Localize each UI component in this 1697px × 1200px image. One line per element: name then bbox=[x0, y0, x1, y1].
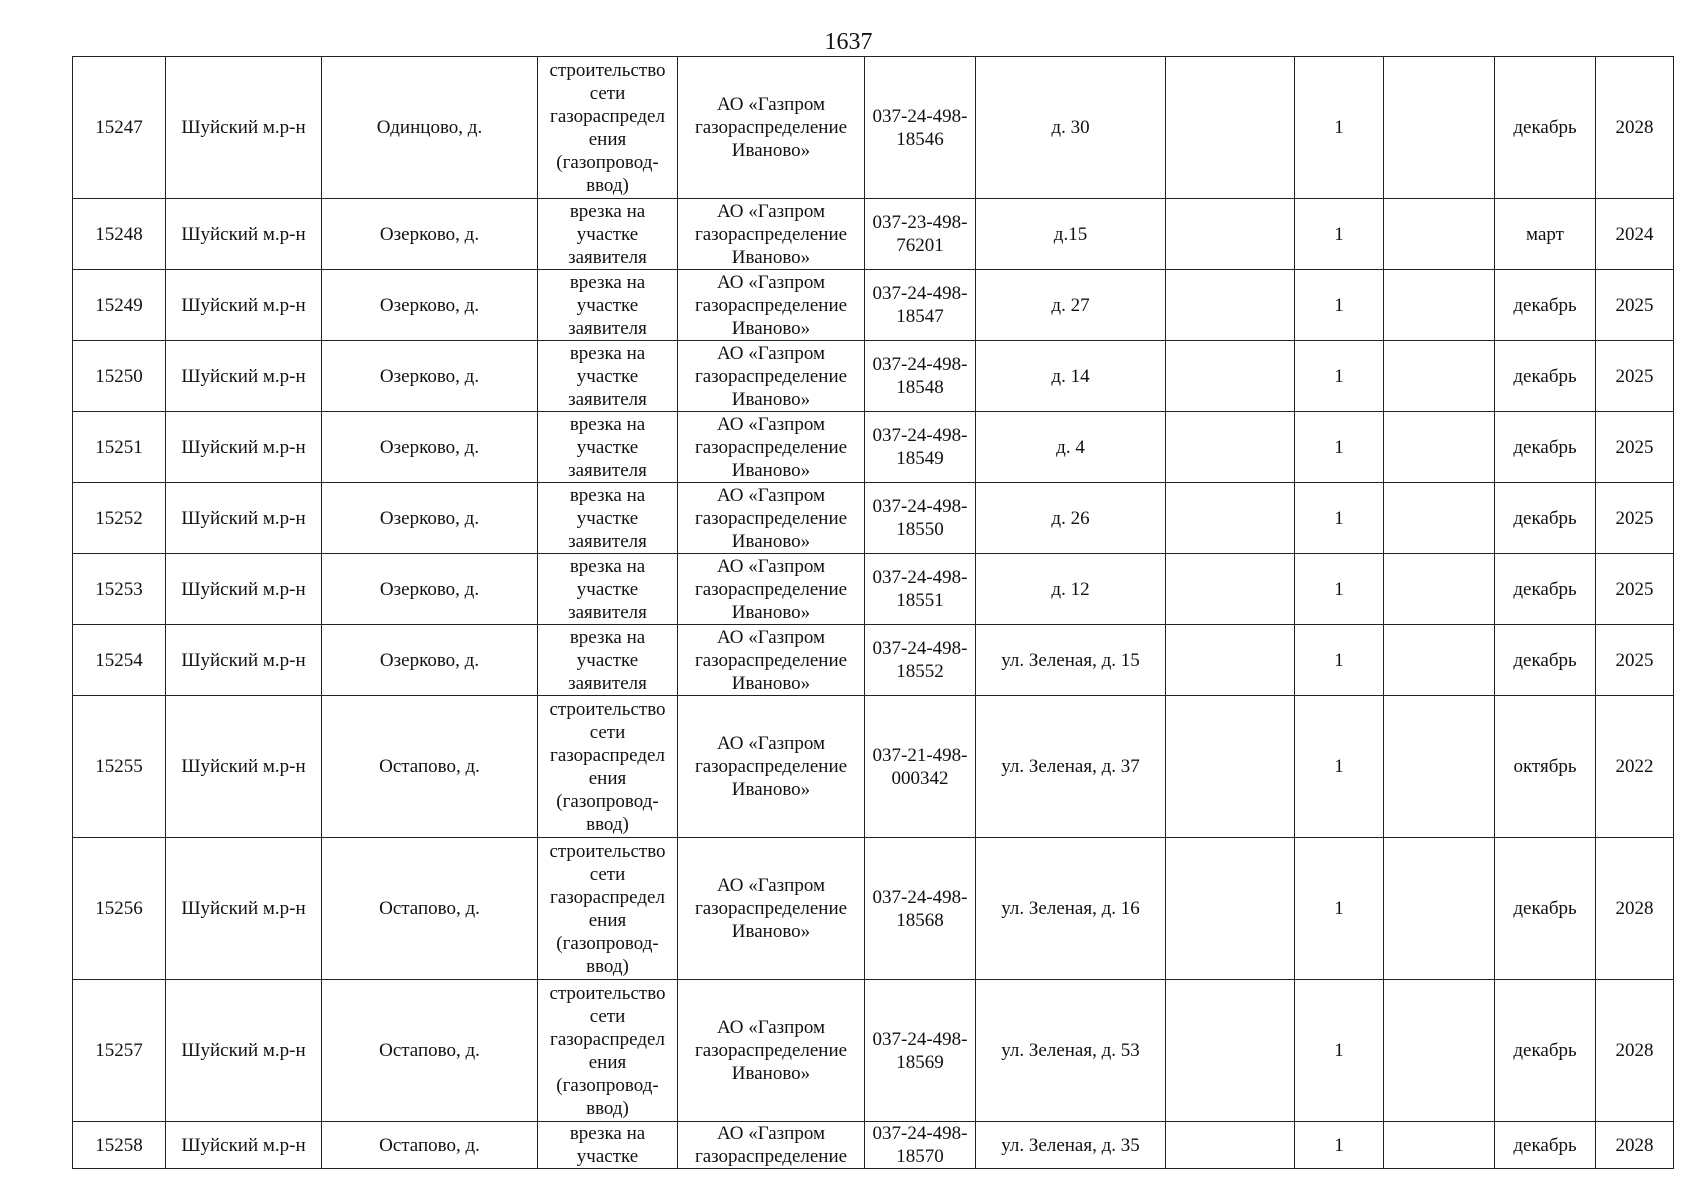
locality-cell: Озерково, д. bbox=[322, 554, 538, 625]
request-number-cell: 037-24-498-18568 bbox=[865, 838, 976, 980]
table-row bbox=[73, 412, 1674, 483]
address-cell: д. 26 bbox=[976, 483, 1166, 554]
organization-cell: АО «Газпром газораспределение Иваново» bbox=[678, 199, 865, 270]
request-number-cell: 037-24-498-18546 bbox=[865, 57, 976, 199]
organization-cell: АО «Газпром газораспределение Иваново» bbox=[678, 270, 865, 341]
row-id: 15247 bbox=[73, 57, 166, 199]
organization-cell: АО «Газпром газораспределение Иваново» bbox=[678, 341, 865, 412]
year-cell: 2028 bbox=[1596, 57, 1674, 199]
month-cell: декабрь bbox=[1495, 57, 1596, 199]
district-cell: Шуйский м.р-н bbox=[166, 199, 322, 270]
organization-cell: АО «Газпром газораспределение bbox=[678, 1122, 865, 1169]
row-id: 15253 bbox=[73, 554, 166, 625]
empty-cell bbox=[1166, 412, 1295, 483]
row-id: 15254 bbox=[73, 625, 166, 696]
year-cell: 2025 bbox=[1596, 341, 1674, 412]
row-id: 15250 bbox=[73, 341, 166, 412]
locality-cell: Озерково, д. bbox=[322, 199, 538, 270]
year-cell: 2025 bbox=[1596, 625, 1674, 696]
table-row bbox=[73, 199, 1674, 270]
district-cell: Шуйский м.р-н bbox=[166, 625, 322, 696]
row-id: 15258 bbox=[73, 1122, 166, 1169]
year-cell: 2028 bbox=[1596, 838, 1674, 980]
work-type-cell: врезка на участке заявителя bbox=[538, 483, 678, 554]
year-cell: 2024 bbox=[1596, 199, 1674, 270]
district-cell: Шуйский м.р-н bbox=[166, 412, 322, 483]
empty-cell bbox=[1166, 57, 1295, 199]
year-cell: 2028 bbox=[1596, 1122, 1674, 1169]
quantity-cell: 1 bbox=[1295, 199, 1384, 270]
year-cell: 2022 bbox=[1596, 696, 1674, 838]
locality-cell: Озерково, д. bbox=[322, 412, 538, 483]
empty-cell bbox=[1166, 838, 1295, 980]
row-id: 15251 bbox=[73, 412, 166, 483]
locality-cell: Остапово, д. bbox=[322, 838, 538, 980]
address-cell: ул. Зеленая, д. 16 bbox=[976, 838, 1166, 980]
work-type-cell: врезка на участке заявителя bbox=[538, 554, 678, 625]
empty-cell bbox=[1384, 483, 1495, 554]
table-row bbox=[73, 554, 1674, 625]
address-cell: ул. Зеленая, д. 15 bbox=[976, 625, 1166, 696]
empty-cell bbox=[1384, 57, 1495, 199]
organization-cell: АО «Газпром газораспределение Иваново» bbox=[678, 980, 865, 1122]
row-id: 15249 bbox=[73, 270, 166, 341]
district-cell: Шуйский м.р-н bbox=[166, 57, 322, 199]
district-cell: Шуйский м.р-н bbox=[166, 341, 322, 412]
row-id: 15252 bbox=[73, 483, 166, 554]
table-row bbox=[73, 341, 1674, 412]
district-cell: Шуйский м.р-н bbox=[166, 270, 322, 341]
request-number-cell: 037-24-498-18547 bbox=[865, 270, 976, 341]
month-cell: декабрь bbox=[1495, 412, 1596, 483]
month-cell: декабрь bbox=[1495, 554, 1596, 625]
table-row bbox=[73, 625, 1674, 696]
district-cell: Шуйский м.р-н bbox=[166, 554, 322, 625]
address-cell: ул. Зеленая, д. 53 bbox=[976, 980, 1166, 1122]
empty-cell bbox=[1384, 199, 1495, 270]
empty-cell bbox=[1166, 1122, 1295, 1169]
request-number-cell: 037-24-498-18550 bbox=[865, 483, 976, 554]
locality-cell: Остапово, д. bbox=[322, 980, 538, 1122]
row-id: 15255 bbox=[73, 696, 166, 838]
organization-cell: АО «Газпром газораспределение Иваново» bbox=[678, 412, 865, 483]
request-number-cell: 037-24-498-18551 bbox=[865, 554, 976, 625]
district-cell: Шуйский м.р-н bbox=[166, 980, 322, 1122]
table-row bbox=[73, 270, 1674, 341]
address-cell: д. 27 bbox=[976, 270, 1166, 341]
district-cell: Шуйский м.р-н bbox=[166, 838, 322, 980]
quantity-cell: 1 bbox=[1295, 1122, 1384, 1169]
table-row bbox=[73, 483, 1674, 554]
address-cell: д. 12 bbox=[976, 554, 1166, 625]
row-id: 15256 bbox=[73, 838, 166, 980]
quantity-cell: 1 bbox=[1295, 554, 1384, 625]
table-row bbox=[73, 57, 1674, 199]
table-row bbox=[73, 696, 1674, 838]
empty-cell bbox=[1384, 270, 1495, 341]
work-type-cell: строительство сети газораспределения (газопровод-ввод) bbox=[538, 980, 678, 1122]
empty-cell bbox=[1384, 1122, 1495, 1169]
organization-cell: АО «Газпром газораспределение Иваново» bbox=[678, 554, 865, 625]
table-row bbox=[73, 1122, 1674, 1169]
empty-cell bbox=[1384, 554, 1495, 625]
organization-cell: АО «Газпром газораспределение Иваново» bbox=[678, 696, 865, 838]
district-cell: Шуйский м.р-н bbox=[166, 483, 322, 554]
locality-cell: Озерково, д. bbox=[322, 270, 538, 341]
work-type-cell: строительство сети газораспределения (газопровод-ввод) bbox=[538, 696, 678, 838]
empty-cell bbox=[1384, 980, 1495, 1122]
organization-cell: АО «Газпром газораспределение Иваново» bbox=[678, 838, 865, 980]
empty-cell bbox=[1384, 625, 1495, 696]
month-cell: декабрь bbox=[1495, 625, 1596, 696]
quantity-cell: 1 bbox=[1295, 270, 1384, 341]
month-cell: октябрь bbox=[1495, 696, 1596, 838]
quantity-cell: 1 bbox=[1295, 483, 1384, 554]
empty-cell bbox=[1166, 199, 1295, 270]
page-number: 1637 bbox=[824, 29, 873, 55]
locality-cell: Озерково, д. bbox=[322, 483, 538, 554]
address-cell: ул. Зеленая, д. 35 bbox=[976, 1122, 1166, 1169]
empty-cell bbox=[1384, 412, 1495, 483]
month-cell: декабрь bbox=[1495, 838, 1596, 980]
address-cell: ул. Зеленая, д. 37 bbox=[976, 696, 1166, 838]
empty-cell bbox=[1166, 270, 1295, 341]
gas-connection-register-table bbox=[72, 56, 1674, 1169]
organization-cell: АО «Газпром газораспределение Иваново» bbox=[678, 625, 865, 696]
empty-cell bbox=[1166, 341, 1295, 412]
work-type-cell: врезка на участке заявителя bbox=[538, 199, 678, 270]
empty-cell bbox=[1384, 838, 1495, 980]
empty-cell bbox=[1166, 483, 1295, 554]
year-cell: 2025 bbox=[1596, 270, 1674, 341]
empty-cell bbox=[1166, 554, 1295, 625]
table-row bbox=[73, 980, 1674, 1122]
empty-cell bbox=[1166, 696, 1295, 838]
address-cell: д.15 bbox=[976, 199, 1166, 270]
quantity-cell: 1 bbox=[1295, 341, 1384, 412]
locality-cell: Остапово, д. bbox=[322, 696, 538, 838]
month-cell: декабрь bbox=[1495, 980, 1596, 1122]
request-number-cell: 037-23-498-76201 bbox=[865, 199, 976, 270]
organization-cell: АО «Газпром газораспределение Иваново» bbox=[678, 57, 865, 199]
year-cell: 2028 bbox=[1596, 980, 1674, 1122]
locality-cell: Остапово, д. bbox=[322, 1122, 538, 1169]
locality-cell: Озерково, д. bbox=[322, 625, 538, 696]
row-id: 15248 bbox=[73, 199, 166, 270]
row-id: 15257 bbox=[73, 980, 166, 1122]
month-cell: декабрь bbox=[1495, 341, 1596, 412]
district-cell: Шуйский м.р-н bbox=[166, 1122, 322, 1169]
request-number-cell: 037-24-498-18570 bbox=[865, 1122, 976, 1169]
address-cell: д. 4 bbox=[976, 412, 1166, 483]
address-cell: д. 14 bbox=[976, 341, 1166, 412]
year-cell: 2025 bbox=[1596, 554, 1674, 625]
quantity-cell: 1 bbox=[1295, 838, 1384, 980]
table-row bbox=[73, 838, 1674, 980]
year-cell: 2025 bbox=[1596, 483, 1674, 554]
work-type-cell: врезка на участке заявителя bbox=[538, 412, 678, 483]
empty-cell bbox=[1166, 625, 1295, 696]
locality-cell: Озерково, д. bbox=[322, 341, 538, 412]
quantity-cell: 1 bbox=[1295, 980, 1384, 1122]
request-number-cell: 037-24-498-18552 bbox=[865, 625, 976, 696]
month-cell: декабрь bbox=[1495, 270, 1596, 341]
work-type-cell: врезка на участке заявителя bbox=[538, 270, 678, 341]
request-number-cell: 037-24-498-18548 bbox=[865, 341, 976, 412]
month-cell: март bbox=[1495, 199, 1596, 270]
quantity-cell: 1 bbox=[1295, 625, 1384, 696]
quantity-cell: 1 bbox=[1295, 57, 1384, 199]
request-number-cell: 037-24-498-18569 bbox=[865, 980, 976, 1122]
organization-cell: АО «Газпром газораспределение Иваново» bbox=[678, 483, 865, 554]
quantity-cell: 1 bbox=[1295, 412, 1384, 483]
empty-cell bbox=[1166, 980, 1295, 1122]
work-type-cell: врезка на участке bbox=[538, 1122, 678, 1169]
work-type-cell: строительство сети газораспределения (газопровод-ввод) bbox=[538, 57, 678, 199]
work-type-cell: врезка на участке заявителя bbox=[538, 341, 678, 412]
month-cell: декабрь bbox=[1495, 483, 1596, 554]
request-number-cell: 037-24-498-18549 bbox=[865, 412, 976, 483]
work-type-cell: строительство сети газораспределения (газопровод-ввод) bbox=[538, 838, 678, 980]
locality-cell: Одинцово, д. bbox=[322, 57, 538, 199]
table-body bbox=[73, 57, 1674, 1169]
empty-cell bbox=[1384, 341, 1495, 412]
work-type-cell: врезка на участке заявителя bbox=[538, 625, 678, 696]
request-number-cell: 037-21-498-000342 bbox=[865, 696, 976, 838]
quantity-cell: 1 bbox=[1295, 696, 1384, 838]
district-cell: Шуйский м.р-н bbox=[166, 696, 322, 838]
empty-cell bbox=[1384, 696, 1495, 838]
address-cell: д. 30 bbox=[976, 57, 1166, 199]
month-cell: декабрь bbox=[1495, 1122, 1596, 1169]
year-cell: 2025 bbox=[1596, 412, 1674, 483]
